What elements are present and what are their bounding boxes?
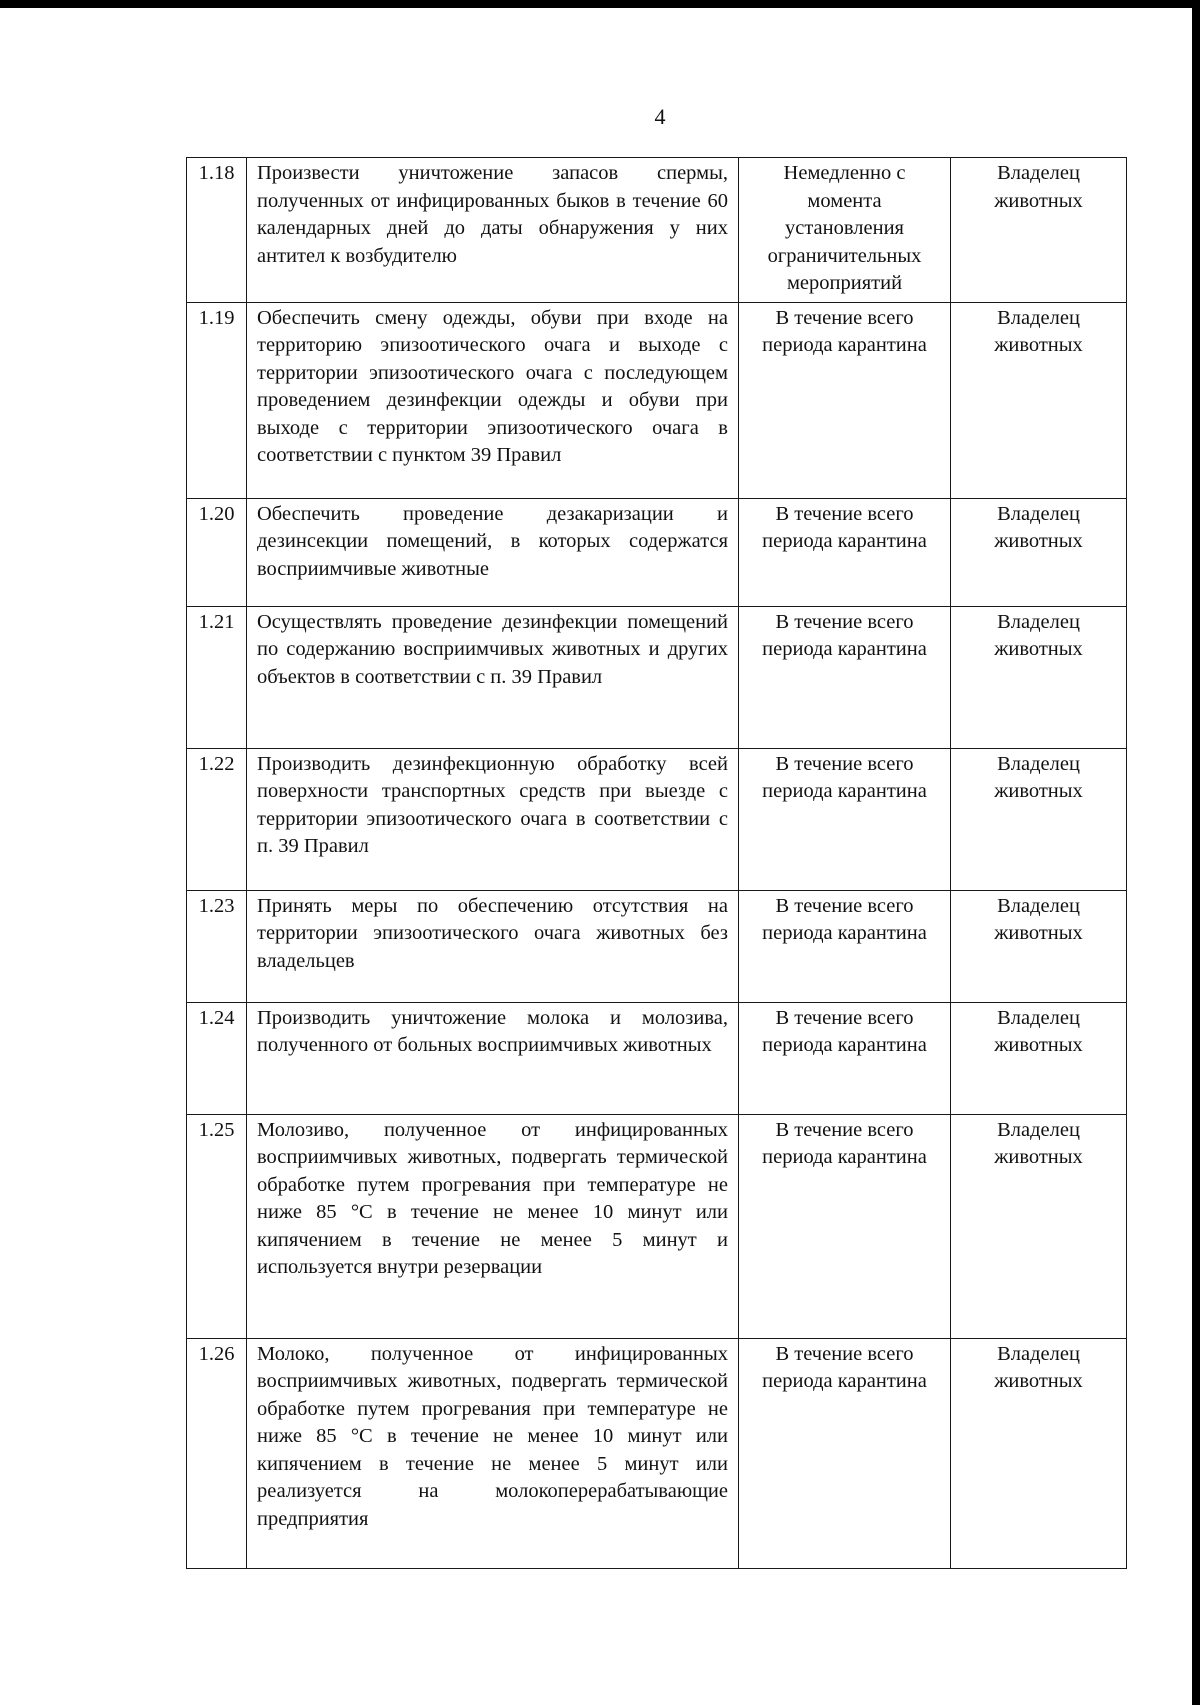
responsible-text: Владелец животных xyxy=(951,1338,1127,1568)
row-number: 1.23 xyxy=(187,890,247,1002)
deadline-text: В течение всего периода карантина xyxy=(739,498,951,606)
responsible-text: Владелец животных xyxy=(951,498,1127,606)
responsible-text: Владелец животных xyxy=(951,1114,1127,1338)
table-row xyxy=(187,158,1127,303)
measure-text: Обеспечить проведение дезакаризации и дезинсекции помещений, в которых содержатся восприимчивые животные xyxy=(247,498,739,606)
deadline-text: В течение всего периода карантина xyxy=(739,606,951,748)
scan-border-right xyxy=(1192,0,1200,1705)
row-number: 1.20 xyxy=(187,498,247,606)
measure-text: Молозиво, полученное от инфицированных восприимчивых животных, подвергать термической обработке путем прогревания при температуре не ниже 85 °C в течение не менее 10 минут или кипячением в течение не менее 5 минут и используется внутри резервации xyxy=(247,1114,739,1338)
deadline-text: Немедленно с момента установления ограничительных мероприятий xyxy=(739,158,951,303)
measure-text: Производить уничтожение молока и молозива, полученного от больных восприимчивых животных xyxy=(247,1002,739,1114)
table-row xyxy=(187,1338,1127,1568)
deadline-text: В течение всего периода карантина xyxy=(739,1002,951,1114)
measure-text: Молоко, полученное от инфицированных восприимчивых животных, подвергать термической обработке путем прогревания при температуре не ниже 85 °C в течение не менее 10 минут или кипячением в течение не менее 5 минут или реализуется на молокоперерабатывающие предприятия xyxy=(247,1338,739,1568)
measure-text: Принять меры по обеспечению отсутствия на территории эпизоотического очага животных без владельцев xyxy=(247,890,739,1002)
deadline-text: В течение всего периода карантина xyxy=(739,890,951,1002)
table-row xyxy=(187,302,1127,498)
deadline-text: В течение всего периода карантина xyxy=(739,1114,951,1338)
row-number: 1.19 xyxy=(187,302,247,498)
row-number: 1.26 xyxy=(187,1338,247,1568)
measure-text: Осуществлять проведение дезинфекции помещений по содержанию восприимчивых животных и других объектов в соответствии с п. 39 Правил xyxy=(247,606,739,748)
scan-border-top xyxy=(0,0,1200,8)
responsible-text: Владелец животных xyxy=(951,1002,1127,1114)
deadline-text: В течение всего периода карантина xyxy=(739,302,951,498)
table-row xyxy=(187,1114,1127,1338)
table-row xyxy=(187,1002,1127,1114)
responsible-text: Владелец животных xyxy=(951,890,1127,1002)
table-row xyxy=(187,890,1127,1002)
responsible-text: Владелец животных xyxy=(951,302,1127,498)
responsible-text: Владелец животных xyxy=(951,748,1127,890)
table-row xyxy=(187,748,1127,890)
row-number: 1.24 xyxy=(187,1002,247,1114)
deadline-text: В течение всего периода карантина xyxy=(739,1338,951,1568)
responsible-text: Владелец животных xyxy=(951,158,1127,303)
row-number: 1.22 xyxy=(187,748,247,890)
row-number: 1.21 xyxy=(187,606,247,748)
row-number: 1.25 xyxy=(187,1114,247,1338)
measure-text: Производить дезинфекционную обработку всей поверхности транспортных средств при выезде с территории эпизоотического очага в соответствии с п. 39 Правил xyxy=(247,748,739,890)
table-row xyxy=(187,606,1127,748)
page-number: 4 xyxy=(654,104,666,129)
measures-table xyxy=(186,157,1127,1569)
row-number: 1.18 xyxy=(187,158,247,303)
responsible-text: Владелец животных xyxy=(951,606,1127,748)
measure-text: Произвести уничтожение запасов спермы, полученных от инфицированных быков в течение 60 календарных дней до даты обнаружения у них антител к возбудителю xyxy=(247,158,739,303)
deadline-text: В течение всего периода карантина xyxy=(739,748,951,890)
table-row xyxy=(187,498,1127,606)
measure-text: Обеспечить смену одежды, обуви при входе на территорию эпизоотического очага и выходе с территории эпизоотического очага с последующем проведением дезинфекции одежды и обуви при выходе с территории эпизоотического очага в соответствии с пунктом 39 Правил xyxy=(247,302,739,498)
